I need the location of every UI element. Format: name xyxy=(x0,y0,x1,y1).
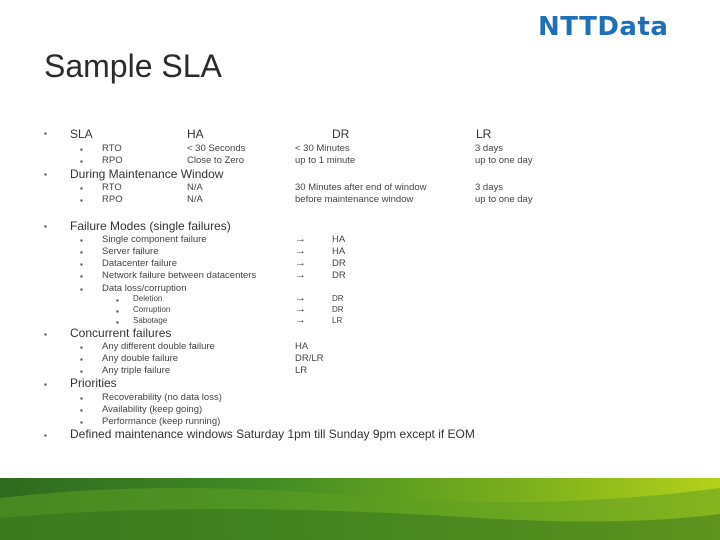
ha-column-header: HA xyxy=(187,127,204,141)
ntt-data-logo: NTTData xyxy=(538,12,669,42)
slide-title: Sample SLA xyxy=(44,48,222,84)
bullet-icon: ▪ xyxy=(80,272,83,281)
failure-subresult: LR xyxy=(332,316,343,325)
bullet-icon: ▪ xyxy=(44,170,47,179)
failure-subitem: Deletion xyxy=(133,294,163,303)
maintenance-rpo-ha: N/A xyxy=(187,194,203,205)
bullet-icon: ▪ xyxy=(44,129,47,138)
bullet-icon: ▪ xyxy=(80,248,83,257)
failure-result: HA xyxy=(332,246,346,257)
failure-item: Data loss/corruption xyxy=(102,283,187,294)
bullet-icon: ▪ xyxy=(80,406,83,415)
priority-item: Performance (keep running) xyxy=(102,416,221,427)
bullet-icon: ▪ xyxy=(80,157,83,166)
bullet-icon: ▪ xyxy=(44,222,47,231)
arrow-right-icon: → xyxy=(295,257,306,269)
failure-subitem: Corruption xyxy=(133,305,171,314)
failure-subitem: Sabotage xyxy=(133,316,168,325)
maintenance-rto-label: RTO xyxy=(102,182,122,193)
priority-item: Availability (keep going) xyxy=(102,404,203,415)
bullet-icon: ▪ xyxy=(116,296,119,305)
bullet-icon: ▪ xyxy=(80,285,83,294)
arrow-right-icon: → xyxy=(295,269,306,281)
normal-rpo-label: RPO xyxy=(102,155,123,166)
normal-rto-ha: < 30 Seconds xyxy=(187,143,246,154)
concurrent-item: Any triple failure xyxy=(102,365,171,376)
concurrent-item: Any double failure xyxy=(102,353,179,364)
bullet-icon: ▪ xyxy=(80,343,83,352)
dr-column-header: DR xyxy=(332,127,350,141)
failure-result: DR xyxy=(332,270,346,281)
failure-item: Single component failure xyxy=(102,234,207,245)
priorities-label: Priorities xyxy=(70,376,117,390)
maintenance-windows-text: Defined maintenance windows Saturday 1pm till Sunday 9pm except if EOM xyxy=(70,427,475,441)
bullet-icon: ▪ xyxy=(44,431,47,440)
maintenance-label: During Maintenance Window xyxy=(70,167,224,181)
arrow-right-icon: → xyxy=(295,245,306,257)
bullet-icon: ▪ xyxy=(116,307,119,316)
normal-rpo-ha: Close to Zero xyxy=(187,155,245,166)
bullet-icon: ▪ xyxy=(80,260,83,269)
failure-result: HA xyxy=(332,234,346,245)
bullet-icon: ▪ xyxy=(80,236,83,245)
lr-column-header: LR xyxy=(476,127,492,141)
normal-rto-lr: 3 days xyxy=(475,143,503,154)
bullet-icon: ▪ xyxy=(116,318,119,327)
failure-item: Datacenter failure xyxy=(102,258,177,269)
failure-result: DR xyxy=(332,258,346,269)
bullet-icon: ▪ xyxy=(80,196,83,205)
priority-item: Recoverability (no data loss) xyxy=(102,392,222,403)
arrow-right-icon: → xyxy=(295,233,306,245)
sla-label: SLA xyxy=(70,127,93,141)
maintenance-dr-line1: 30 Minutes after end of window xyxy=(295,182,427,193)
failure-subresult: DR xyxy=(332,305,344,314)
arrow-right-icon: → xyxy=(295,314,306,326)
concurrent-result: LR xyxy=(295,365,308,376)
normal-rpo-lr: up to one day xyxy=(475,155,533,166)
normal-rto-dr: < 30 Minutes xyxy=(295,143,350,154)
failure-subresult: DR xyxy=(332,294,344,303)
concurrent-result: HA xyxy=(295,341,309,352)
maintenance-rto-ha: N/A xyxy=(187,182,203,193)
bullet-icon: ▪ xyxy=(80,184,83,193)
failure-modes-label: Failure Modes (single failures) xyxy=(70,219,231,233)
concurrent-result: DR/LR xyxy=(295,353,324,364)
normal-rto-label: RTO xyxy=(102,143,122,154)
footer-green-band xyxy=(0,478,720,540)
maintenance-lr-line1: 3 days xyxy=(475,182,503,193)
maintenance-rpo-label: RPO xyxy=(102,194,123,205)
bullet-icon: ▪ xyxy=(80,394,83,403)
concurrent-item: Any different double failure xyxy=(102,341,215,352)
bullet-icon: ▪ xyxy=(44,330,47,339)
normal-rpo-dr: up to 1 minute xyxy=(295,155,356,166)
failure-item: Server failure xyxy=(102,246,159,257)
bullet-icon: ▪ xyxy=(80,145,83,154)
bullet-icon: ▪ xyxy=(80,367,83,376)
arrow-right-icon: → xyxy=(295,292,306,304)
bullet-icon: ▪ xyxy=(44,380,47,389)
concurrent-label: Concurrent failures xyxy=(70,326,172,340)
bullet-icon: ▪ xyxy=(80,418,83,427)
failure-item: Network failure between datacenters xyxy=(102,270,257,281)
maintenance-lr-line2: up to one day xyxy=(475,194,533,205)
bullet-icon: ▪ xyxy=(80,355,83,364)
arrow-right-icon: → xyxy=(295,303,306,315)
maintenance-dr-line2: before maintenance window xyxy=(295,194,414,205)
